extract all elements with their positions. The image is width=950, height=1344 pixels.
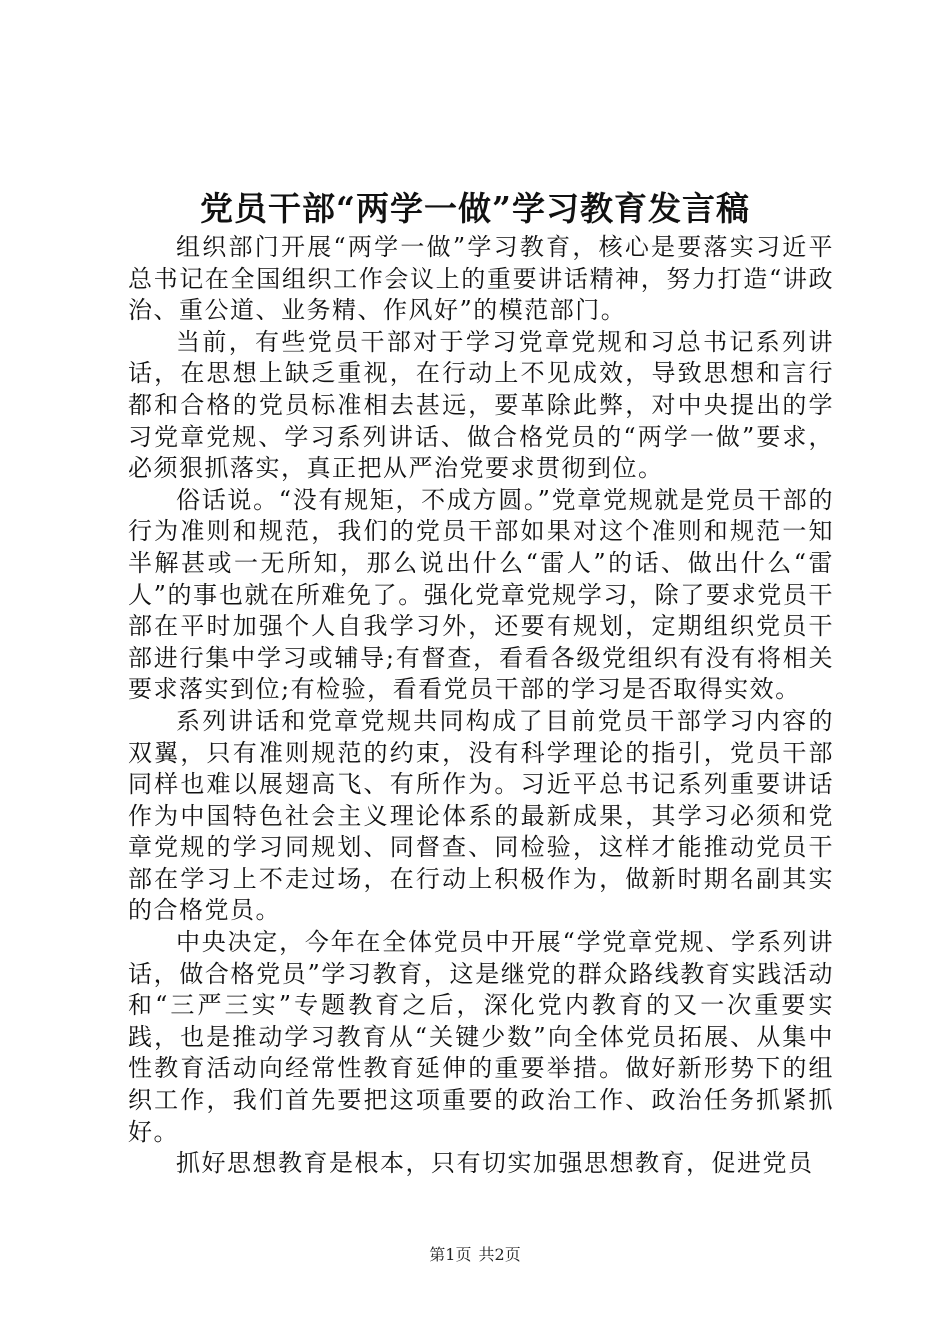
- paragraph: 当前，有些党员干部对于学习党章党规和习总书记系列讲话，在思想上缺乏重视，在行动上不见成效，导致思想和言行都和合格的党员标准相去甚远，要革除此弊，对中央提出的学习党章党规、学习系列讲话、做合格党员的“两学一做”要求，必须狠抓落实，真正把从严治党要求贯彻到位。: [128, 327, 834, 483]
- paragraph: 组织部门开展“两学一做”学习教育，核心是要落实习近平总书记在全国组织工作会议上的重要讲话精神，努力打造“讲政治、重公道、业务精、作风好”的模范部门。: [128, 233, 834, 325]
- document-title: 党员干部“两学一做”学习教育发言稿: [200, 189, 750, 228]
- paragraph: 抓好思想教育是根本，只有切实加强思想教育，促进党员: [176, 1149, 814, 1178]
- page-number-footer: 第1页 共2页: [429, 1245, 521, 1264]
- paragraph: 中央决定，今年在全体党员中开展“学党章党规、学系列讲话，做合格党员”学习教育，这是继党的群众路线教育实践活动和“三严三实”专题教育之后，深化党内教育的又一次重要实践，也是推动学习教育从“关键少数”向全体党员拓展、从集中性教育活动向经常性教育延伸的重要举措。做好新形势下的组织工作，我们首先要把这项重要的政治工作、政治任务抓紧抓好。: [128, 928, 834, 1146]
- document-body: [128, 232, 834, 1180]
- paragraph: 系列讲话和党章党规共同构成了目前党员干部学习内容的双翼，只有准则规范的约束，没有科学理论的指引，党员干部同样也难以展翅高飞、有所作为。习近平总书记系列重要讲话作为中国特色社会主义理论体系的最新成果，其学习必须和党章党规的学习同规划、同督查、同检验，这样才能推动党员干部在学习上不走过场，在行动上积极作为，做新时期名副其实的合格党员。: [128, 706, 834, 925]
- paragraph: 俗话说。“没有规矩，不成方圆。”党章党规就是党员干部的行为准则和规范，我们的党员干部如果对这个准则和规范一知半解甚或一无所知，那么说出什么“雷人”的话、做出什么“雷人”的事也就在所难免了。强化党章党规学习，除了要求党员干部在平时加强个人自我学习外，还要有规划，定期组织党员干部进行集中学习或辅导;有督查，看看各级党组织有没有将相关要求落实到位;有检验，看看党员干部的学习是否取得实效。: [128, 485, 834, 704]
